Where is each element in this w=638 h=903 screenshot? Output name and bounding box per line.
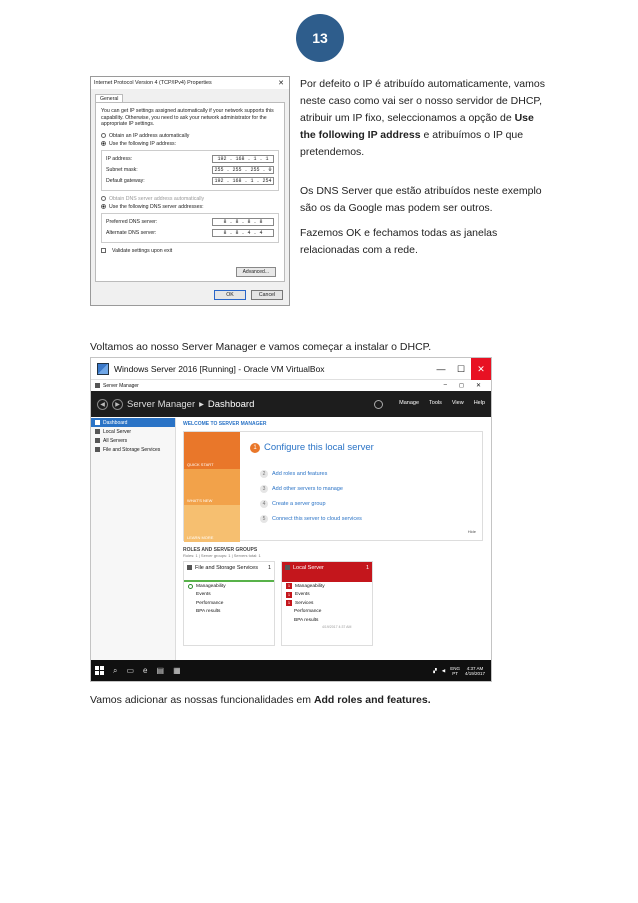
tab-general[interactable]: General	[95, 94, 123, 103]
advanced-button[interactable]: Advanced...	[236, 267, 276, 277]
radio-icon	[101, 133, 106, 138]
checkbox-icon	[101, 248, 106, 253]
welcome-panel	[183, 431, 483, 541]
virtualbox-window	[90, 357, 492, 682]
radio-selected-icon	[101, 204, 106, 209]
step-connect-cloud[interactable]	[260, 511, 362, 526]
start-icon[interactable]	[95, 666, 104, 675]
back-icon[interactable]: ◀	[97, 399, 108, 410]
tile-label: WHAT'S NEW	[187, 498, 213, 504]
hide-link[interactable]: Hide	[467, 529, 476, 534]
sidebar-item-file-storage[interactable]	[91, 445, 175, 454]
menu-view[interactable]: View	[451, 399, 464, 406]
system-tray	[433, 666, 491, 676]
server-manager-icon	[95, 383, 100, 388]
dashboard-icon	[95, 420, 100, 425]
radio-selected-icon	[101, 141, 106, 146]
ok-button[interactable]: OK	[214, 290, 246, 300]
card-row[interactable]	[282, 582, 372, 591]
card-header	[184, 562, 274, 582]
close-icon[interactable]: ✕	[471, 358, 491, 380]
card-header	[282, 562, 372, 582]
gateway-row	[106, 176, 274, 187]
maximize-icon[interactable]: ◻	[458, 383, 464, 389]
explorer-icon[interactable]: ▤	[156, 666, 165, 675]
dialog-body	[95, 102, 285, 282]
sidebar-item-dashboard[interactable]	[91, 418, 175, 427]
card-row[interactable]	[184, 582, 274, 591]
server-manager-taskbar-icon[interactable]: ▦	[173, 666, 181, 675]
welcome-tiles	[184, 432, 240, 542]
sidebar-label: File and Storage Services	[103, 446, 161, 453]
volume-icon[interactable]: ◀	[441, 667, 446, 673]
p5-text: Vamos adicionar as nossas funcionalidades em	[90, 694, 314, 706]
ip-label: IP address:	[106, 156, 133, 162]
alert-badge: 1	[287, 591, 291, 597]
tray-date: 4/19/2017	[464, 670, 485, 676]
p5-bold: Add roles and features.	[313, 694, 431, 706]
server-icon	[95, 429, 100, 434]
virtualbox-titlebar	[91, 358, 491, 380]
radio-manual-dns[interactable]	[101, 203, 279, 211]
storage-icon	[187, 565, 192, 570]
radio-auto-dns-label: Obtain DNS server address automatically	[109, 195, 205, 202]
breadcrumb-separator: ▸	[199, 398, 204, 410]
tile-whats-new[interactable]	[184, 469, 240, 506]
radio-manual-ip-label: Use the following IP address:	[109, 140, 177, 147]
radio-auto-ip[interactable]	[101, 132, 279, 140]
radio-icon	[101, 196, 106, 201]
validate-label: Validate settings upon exit	[112, 247, 173, 254]
step-create-group[interactable]	[260, 496, 362, 511]
forward-icon[interactable]: ▶	[112, 399, 123, 410]
tile-label: QUICK START	[187, 461, 214, 467]
tile-label: LEARN MORE	[187, 534, 214, 540]
close-icon[interactable]: ✕	[278, 80, 284, 87]
menu-manage[interactable]: Manage	[399, 399, 420, 406]
step-label: Create a server group	[272, 500, 326, 507]
tile-learn-more[interactable]	[184, 505, 240, 542]
breadcrumb-root[interactable]: Server Manager	[127, 398, 196, 410]
card-row-label: Manageability	[295, 583, 325, 589]
minimize-icon[interactable]: –	[443, 382, 447, 388]
step-number: 4	[260, 500, 268, 508]
cancel-button[interactable]: Cancel	[251, 290, 283, 300]
default-gateway-field[interactable]: 192 . 168 . 1 . 254	[212, 177, 274, 185]
step-label: Add other servers to manage	[272, 485, 343, 492]
paragraph-dns: Os DNS Server que estão atribuídos neste exemplo são os da Google mas podem ser outros.	[300, 185, 542, 214]
virtualbox-title: Windows Server 2016 [Running] - Oracle VM VirtualBox	[114, 363, 325, 374]
p1-text-c: e atribuímos o IP que pretendemos.	[300, 129, 524, 158]
welcome-heading: WELCOME TO SERVER MANAGER	[183, 421, 267, 427]
radio-auto-dns[interactable]	[101, 195, 279, 203]
card-row-label: Services	[295, 600, 314, 606]
window-controls	[431, 358, 491, 380]
breadcrumb-page: Dashboard	[207, 398, 255, 410]
alert-badge: 1	[287, 583, 291, 589]
tile-quick-start[interactable]	[184, 432, 240, 469]
dns2-row	[106, 228, 274, 239]
step-label: Add roles and features	[272, 470, 328, 477]
servers-icon	[95, 438, 100, 443]
dialog-titlebar	[91, 77, 289, 89]
server-manager-header	[91, 391, 491, 417]
step-number: 3	[260, 485, 268, 493]
card-row[interactable]	[184, 599, 274, 608]
card-row-label: Events	[196, 592, 211, 598]
step-add-servers[interactable]	[260, 481, 362, 496]
ip-address-field[interactable]: 192 . 168 . 1 . 1	[212, 155, 274, 163]
dialog-footer	[91, 285, 289, 305]
minimize-icon[interactable]: —	[436, 363, 446, 374]
task-view-icon[interactable]: ▭	[126, 666, 135, 675]
tray-lang: ENG	[450, 665, 460, 671]
preferred-dns-field[interactable]: 8 . 8 . 8 . 8	[212, 218, 274, 226]
mask-label: Subnet mask:	[106, 167, 138, 173]
paragraph-add-roles	[90, 692, 550, 709]
subnet-mask-field[interactable]: 255 . 255 . 255 . 0	[212, 166, 274, 174]
sidebar-label: Local Server	[103, 428, 132, 435]
tray-time: 4:37 AM	[466, 665, 484, 671]
dns-group	[101, 213, 279, 243]
server-manager-title: Server Manager	[103, 382, 139, 389]
step-number: 2	[260, 470, 268, 478]
p1-bold: Use the following IP address	[300, 112, 534, 141]
gateway-label: Default gateway:	[106, 178, 145, 184]
card-row[interactable]	[282, 599, 372, 608]
card-local-server[interactable]	[281, 561, 373, 646]
server-manager-titlebar	[91, 380, 491, 391]
card-title: File and Storage Services	[195, 565, 258, 571]
dashboard-main	[177, 418, 491, 661]
paragraph-server-manager: Voltamos ao nosso Server Manager e vamos começar a instalar o DHCP.	[90, 341, 432, 353]
sidebar-label: Dashboard	[103, 419, 128, 426]
menu-help[interactable]: Help	[473, 399, 485, 406]
tray-region: PT	[452, 670, 458, 676]
step-label: Connect this server to cloud services	[272, 515, 362, 522]
card-row-label: Events	[295, 592, 310, 598]
dns1-row	[106, 217, 274, 228]
card-timestamp: 4/19/2017 4:37 AM	[322, 624, 352, 629]
card-row[interactable]	[282, 591, 372, 600]
radio-manual-ip[interactable]	[101, 140, 279, 148]
ip-group	[101, 150, 279, 191]
card-count: 1	[365, 565, 369, 571]
card-row[interactable]	[184, 608, 274, 617]
alternate-dns-field[interactable]: 8 . 8 . 4 . 4	[212, 229, 274, 237]
server-icon	[285, 565, 290, 570]
card-row[interactable]	[282, 616, 372, 625]
virtualbox-logo-icon	[97, 363, 109, 375]
maximize-icon[interactable]: ☐	[456, 363, 466, 374]
card-row-label: BPA results	[294, 617, 319, 623]
storage-icon	[95, 447, 100, 452]
dns1-label: Preferred DNS server:	[106, 219, 158, 225]
language-indicator[interactable]	[450, 666, 460, 676]
card-row-label: Performance	[294, 609, 322, 615]
page-number-badge	[296, 14, 344, 62]
step-add-roles[interactable]	[260, 466, 362, 481]
ok-icon	[188, 584, 193, 589]
page-number: 13	[312, 30, 328, 46]
configure-local-server-link[interactable]	[250, 442, 374, 453]
card-row-label: BPA results	[196, 609, 221, 615]
step-number: 5	[260, 515, 268, 523]
mask-row	[106, 165, 274, 176]
roles-summary: Roles: 1 | Server groups: 1 | Servers total: 1	[183, 553, 261, 558]
server-manager-sidebar	[91, 418, 176, 661]
server-manager-menu	[374, 400, 491, 409]
step-number: 1	[250, 443, 260, 453]
close-icon[interactable]: ✕	[475, 383, 481, 389]
sidebar-item-local-server[interactable]	[91, 427, 175, 436]
alert-badge: 1	[287, 600, 291, 606]
card-title: Local Server	[293, 565, 324, 571]
search-icon[interactable]: ⌕	[113, 665, 118, 675]
dialog-title: Internet Protocol Version 4 (TCP/IPv4) Properties	[94, 80, 212, 86]
quick-start-steps	[260, 466, 362, 526]
clock[interactable]	[465, 666, 485, 676]
sidebar-label: All Servers	[103, 437, 128, 444]
ip-row	[106, 154, 274, 165]
card-row[interactable]	[184, 591, 274, 600]
role-cards	[183, 561, 485, 646]
sm-window-controls	[444, 382, 491, 389]
card-row-label: Performance	[196, 600, 224, 606]
p1-text-a: Por defeito o IP é atribuído automaticamente, vamos neste caso como vai ser o nosso servidor de DHCP, atribuir um IP fixo, seleccionamos a opção de	[300, 78, 545, 124]
dialog-description: You can get IP settings assigned automatically if your network supports this capability. Otherwise, you need to ask your network administrator for the appropriate IP settings.	[101, 108, 274, 127]
card-row[interactable]	[282, 608, 372, 617]
card-row-label: Manageability	[196, 583, 226, 589]
card-file-storage[interactable]	[183, 561, 275, 646]
network-icon[interactable]: ▞	[433, 667, 437, 673]
paragraph-ip-explanation	[300, 76, 550, 161]
tcpip-properties-dialog	[90, 76, 290, 306]
edge-icon[interactable]: e	[143, 666, 148, 675]
card-count: 1	[267, 565, 271, 571]
dns2-label: Alternate DNS server:	[106, 230, 157, 236]
roles-heading: ROLES AND SERVER GROUPS	[183, 547, 258, 553]
validate-checkbox[interactable]	[101, 247, 279, 255]
radio-auto-ip-label: Obtain an IP address automatically	[109, 132, 190, 139]
configure-label: Configure this local server	[264, 442, 374, 453]
windows-taskbar	[91, 660, 491, 681]
menu-tools[interactable]: Tools	[429, 399, 442, 406]
sidebar-item-all-servers[interactable]	[91, 436, 175, 445]
paragraph-ok: Fazemos OK e fechamos todas as janelas relacionadas com a rede.	[300, 227, 498, 256]
radio-manual-dns-label: Use the following DNS server addresses:	[109, 203, 204, 210]
refresh-icon[interactable]	[374, 400, 383, 409]
